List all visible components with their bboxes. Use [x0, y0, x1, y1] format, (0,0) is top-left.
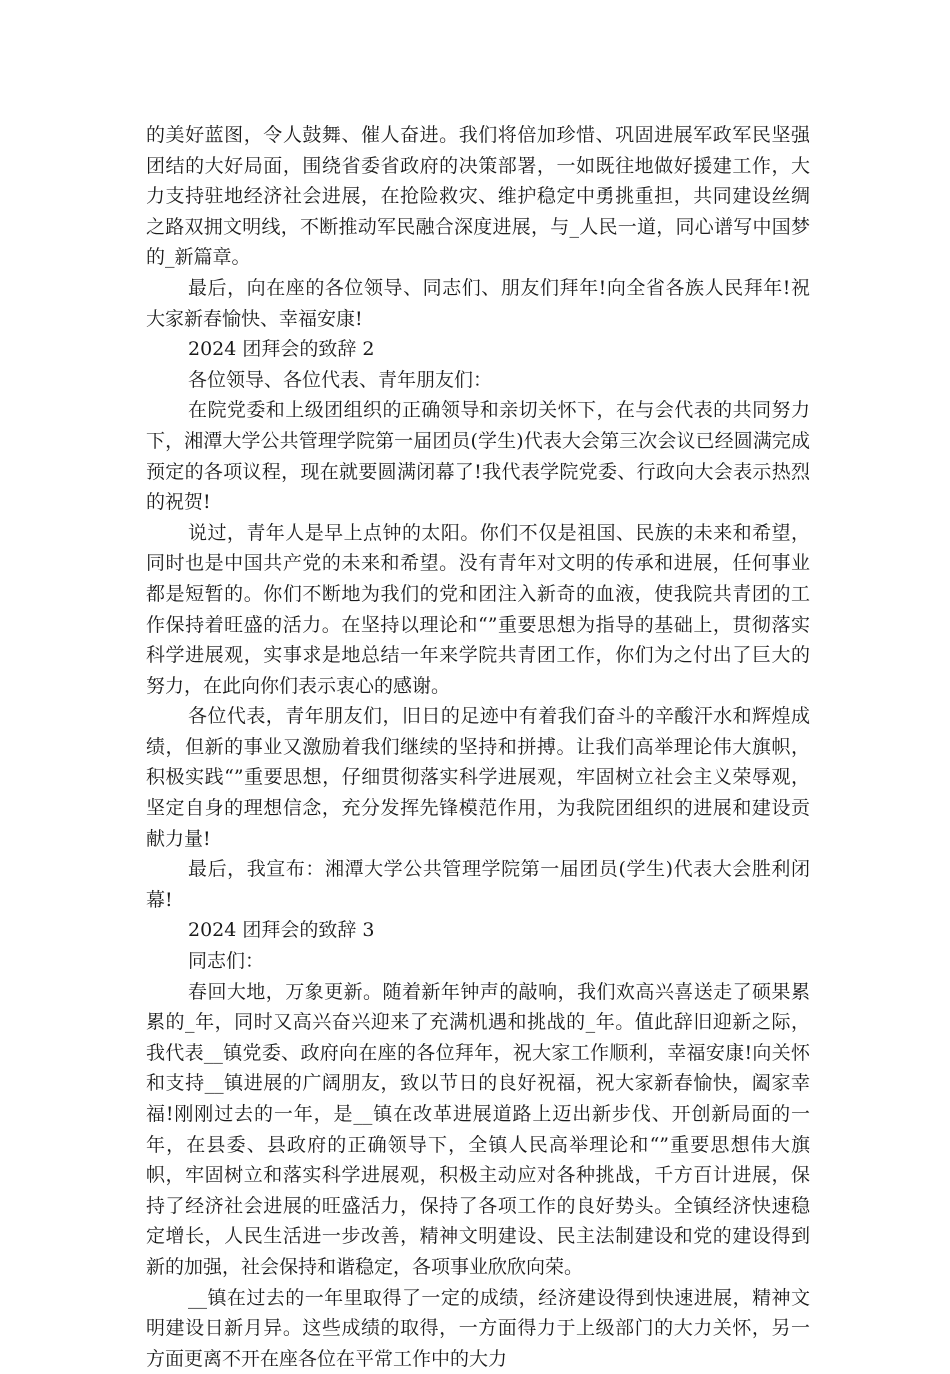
paragraph: 在院党委和上级团组织的正确领导和亲切关怀下，在与会代表的共同努力下，湘潭大学公共管理学院第一届团员(学生)代表大会第三次会议已经圆满完成预定的各项议程，现在就要圆满闭幕了!我代表学院党委、行政向大会表示热烈的祝贺! [146, 399, 810, 514]
salutation: 同志们： [188, 950, 265, 973]
paragraph: 说过，青年人是早上点钟的太阳。你们不仅是祖国、民族的未来和希望，同时也是中国共产党的未来和希望。没有青年对文明的传承和进展，任何事业都是短暂的。你们不断地为我们的党和团注入新奇的血液，使我院共青团的工作保持着旺盛的活力。在坚持以理论和“”重要思想为指导的基础上，贯彻落实科学进展观，实事求是地总结一年来学院共青团工作，你们为之付出了巨大的努力，在此向你们表示衷心的感谢。 [146, 521, 810, 697]
paragraph: __镇在过去的一年里取得了一定的成绩，经济建设得到快速进展，精神文明建设日新月异。这些成绩的取得，一方面得力于上级部门的大力关怀，另一方面更离不开在座各位在平常工作中的大力 [146, 1286, 810, 1370]
paragraph: 的美好蓝图，令人鼓舞、催人奋进。我们将倍加珍惜、巩固进展军政军民坚强团结的大好局面，围绕省委省政府的决策部署，一如既往地做好援建工作，大力支持驻地经济社会进展，在抢险救灾、维护稳定中勇挑重担，共同建设丝绸之路双拥文明线，不断推动军民融合深度进展，与_人民一道，同心谱写中国梦的_新篇章。 [146, 124, 810, 269]
paragraph: 最后，我宣布：湘潭大学公共管理学院第一届团员(学生)代表大会胜利闭幕! [146, 858, 810, 911]
document-body [146, 120, 810, 1374]
paragraph: 春回大地，万象更新。随着新年钟声的敲响，我们欢高兴喜送走了硕果累累的_年，同时又高兴奋兴迎来了充满机遇和挑战的_年。值此辞旧迎新之际，我代表__镇党委、政府向在座的各位拜年，祝大家工作顺利，幸福安康!向关怀和支持__镇进展的广阔朋友，致以节日的良好祝福，祝大家新春愉快，阖家幸福!刚刚过去的一年，是__镇在改革进展道路上迈出新步伐、开创新局面的一年，在县委、县政府的正确领导下，全镇人民高举理论和“”重要思想伟大旗帜，牢固树立和落实科学进展观，积极主动应对各种挑战，千方百计进展，保持了经济社会进展的旺盛活力，保持了各项工作的良好势头。全镇经济快速稳定增长，人民生活进一步改善，精神文明建设、民主法制建设和党的建设得到新的加强，社会保持和谐稳定，各项事业欣欣向荣。 [146, 980, 810, 1278]
paragraph: 各位代表，青年朋友们，旧日的足迹中有着我们奋斗的辛酸汗水和辉煌成绩，但新的事业又激励着我们继续的坚持和拼搏。让我们高举理论伟大旗帜，积极实践“”重要思想，仔细贯彻落实科学进展观，牢固树立社会主义荣辱观，坚定自身的理想信念，充分发挥先锋模范作用，为我院团组织的进展和建设贡献力量! [146, 705, 810, 850]
paragraph: 最后，向在座的各位领导、同志们、朋友们拜年!向全省各族人民拜年!祝大家新春愉快、幸福安康! [146, 276, 810, 330]
salutation: 各位领导、各位代表、青年朋友们： [188, 368, 493, 391]
section-heading: 2024 团拜会的致辞 3 [188, 919, 375, 942]
section-heading: 2024 团拜会的致辞 2 [188, 338, 375, 361]
